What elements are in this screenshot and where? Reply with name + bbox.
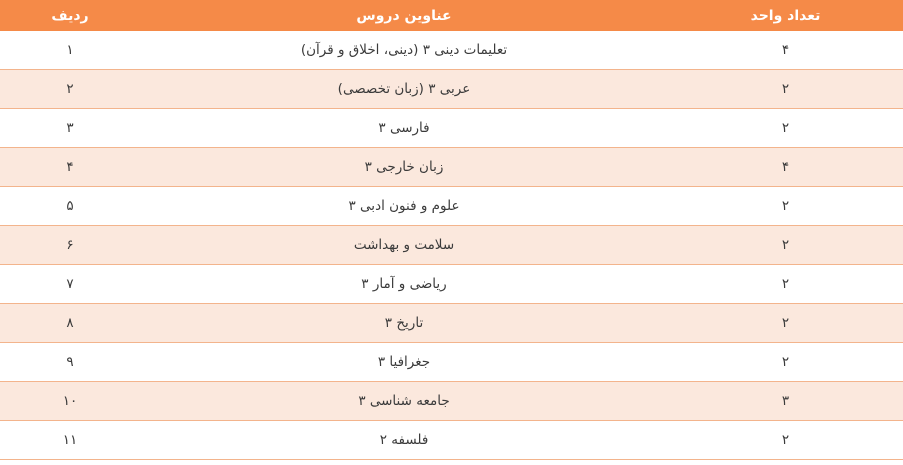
cell-course-title: جامعه شناسی ۳: [140, 382, 668, 421]
cell-unit-count: ۴: [668, 148, 903, 187]
cell-row-number: ۷: [0, 265, 140, 304]
table-header-row: [0, 0, 903, 31]
cell-course-title: تاریخ ۳: [140, 304, 668, 343]
table-row: [0, 382, 903, 421]
table-header: [0, 0, 903, 31]
cell-unit-count: ۲: [668, 304, 903, 343]
cell-unit-count: ۲: [668, 226, 903, 265]
table-row: [0, 265, 903, 304]
column-header-course-titles: عناوین دروس: [140, 0, 668, 31]
cell-course-title: جغرافیا ۳: [140, 343, 668, 382]
table-row: [0, 187, 903, 226]
cell-unit-count: ۴: [668, 31, 903, 70]
table-row: [0, 421, 903, 460]
table-row: [0, 343, 903, 382]
table-row: [0, 70, 903, 109]
cell-unit-count: ۲: [668, 187, 903, 226]
cell-course-title: زبان خارجی ۳: [140, 148, 668, 187]
cell-row-number: ۱۰: [0, 382, 140, 421]
cell-row-number: ۸: [0, 304, 140, 343]
cell-unit-count: ۲: [668, 343, 903, 382]
cell-course-title: سلامت و بهداشت: [140, 226, 668, 265]
table-row: [0, 148, 903, 187]
cell-course-title: ریاضی و آمار ۳: [140, 265, 668, 304]
cell-row-number: ۳: [0, 109, 140, 148]
cell-course-title: عربی ۳ (زبان تخصصی): [140, 70, 668, 109]
cell-row-number: ۹: [0, 343, 140, 382]
table-row: [0, 31, 903, 70]
table-row: [0, 109, 903, 148]
cell-course-title: علوم و فنون ادبی ۳: [140, 187, 668, 226]
cell-row-number: ۱: [0, 31, 140, 70]
cell-row-number: ۲: [0, 70, 140, 109]
cell-row-number: ۱۱: [0, 421, 140, 460]
cell-row-number: ۶: [0, 226, 140, 265]
table-row: [0, 304, 903, 343]
cell-unit-count: ۳: [668, 382, 903, 421]
cell-unit-count: ۲: [668, 70, 903, 109]
cell-unit-count: ۲: [668, 109, 903, 148]
cell-unit-count: ۲: [668, 421, 903, 460]
cell-row-number: ۴: [0, 148, 140, 187]
cell-course-title: فارسی ۳: [140, 109, 668, 148]
cell-row-number: ۵: [0, 187, 140, 226]
column-header-unit-count: تعداد واحد: [668, 0, 903, 31]
table-body: [0, 31, 903, 460]
cell-unit-count: ۲: [668, 265, 903, 304]
table-row: [0, 226, 903, 265]
column-header-row-number: ردیف: [0, 0, 140, 31]
cell-course-title: فلسفه ۲: [140, 421, 668, 460]
cell-course-title: تعلیمات دینی ۳ (دینی، اخلاق و قرآن): [140, 31, 668, 70]
